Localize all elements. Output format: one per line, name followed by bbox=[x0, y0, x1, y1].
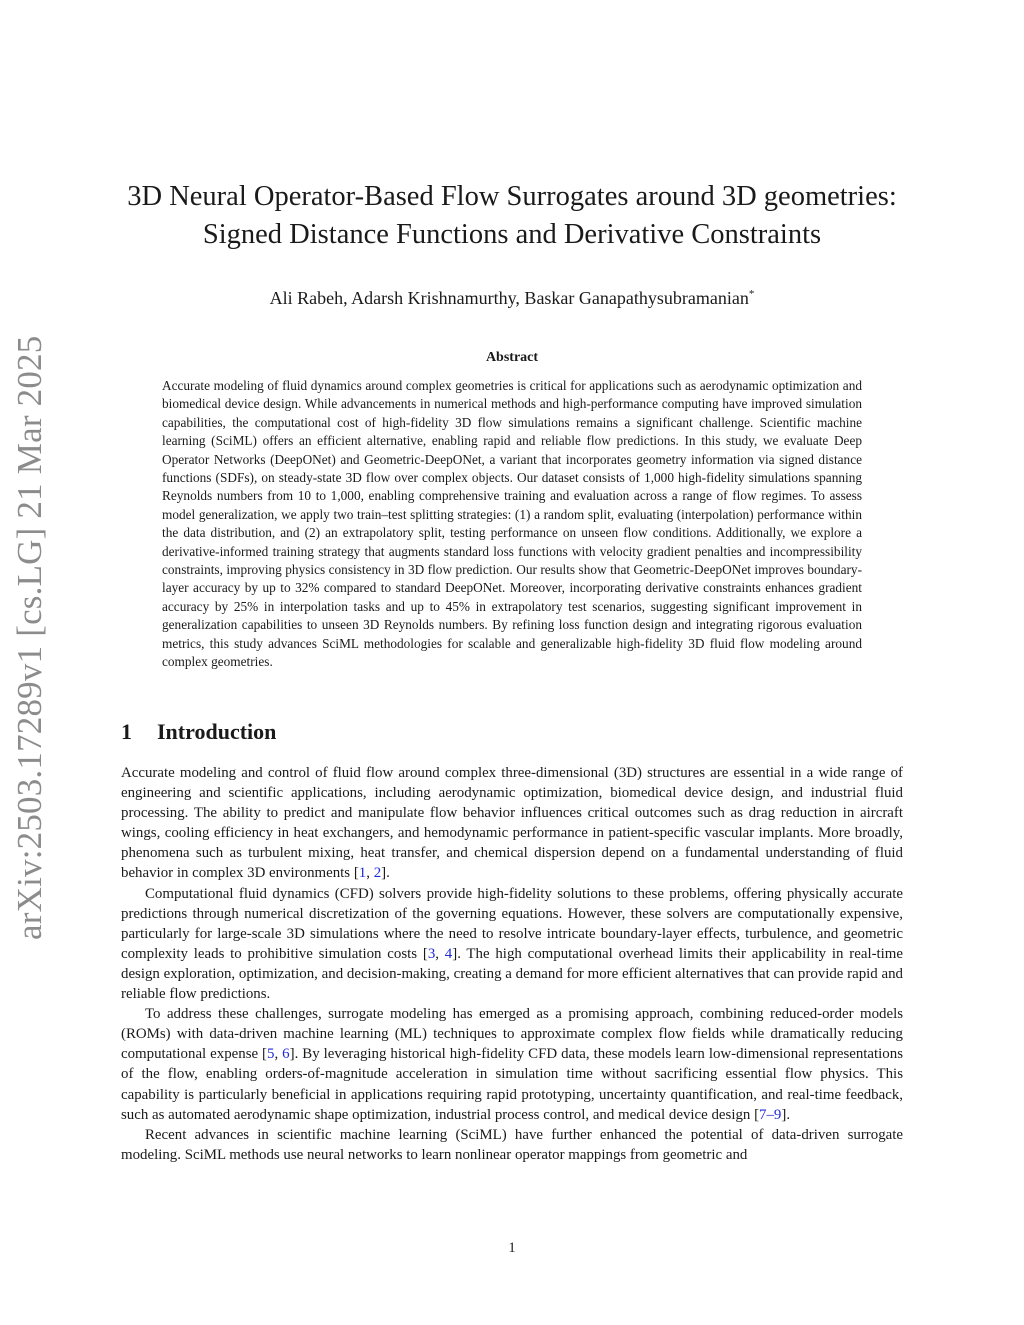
arxiv-identifier-stamp: arXiv:2503.17289v1 [cs.LG] 21 Mar 2025 bbox=[10, 335, 49, 940]
intro-paragraph-2 bbox=[121, 884, 903, 1005]
paragraph-text: To address these challenges, surrogate modeling has emerged as a promising approach, combining reduced-order models (ROMs) with data-driven machine learning (ML) techniques to approximate complex flow fields while dramatically reducing computational expense [ bbox=[121, 1006, 903, 1063]
paragraph-text: ]. bbox=[381, 865, 390, 882]
citation-link[interactable]: 5 bbox=[267, 1046, 275, 1063]
citation-separator: , bbox=[366, 865, 374, 882]
intro-paragraph-1 bbox=[121, 763, 903, 884]
abstract-text: Accurate modeling of fluid dynamics around complex geometries is critical for applications such as aerodynamic optimization and biomedical device design. While advancements in numerical methods and high-performance computing have improved simulation capabilities, the computational cost of high-fidelity 3D flow simulations remains a significant challenge. Scientific machine learning (SciML) offers an efficient alternative, enabling rapid and reliable flow predictions. In this study, we evaluate Deep Operator Networks (DeepONet) and Geometric-DeepONet, a variant that incorporates geometry information via signed distance functions (SDFs), on steady-state 3D flow over complex objects. Our dataset consists of 1,000 high-fidelity simulations spanning Reynolds numbers from 10 to 1,000, enabling comprehensive training and evaluation across a range of flow regimes. To assess model generalization, we apply two train–test splitting strategies: (1) a random split, evaluating (interpolation) performance within the data distribution, and (2) an extrapolatory split, testing performance on unseen flow conditions. Additionally, we explore a derivative-informed training strategy that augments standard loss functions with velocity gradient penalties and incompressibility constraints, improving physics consistency in 3D flow prediction. Our results show that Geometric-DeepONet improves boundary-layer accuracy by up to 32% compared to standard DeepONet. Moreover, incorporating derivative constraints enhances gradient accuracy by 25% in interpolation tasks and up to 45% in extrapolatory test scenarios, suggesting significant improvement in generalization capabilities to unseen 3D Reynolds numbers. By refining loss function design and integrating rigorous evaluation metrics, this study advances SciML methodologies for scalable and generalizable high-fidelity 3D fluid flow modeling around complex geometries. bbox=[162, 378, 862, 670]
paragraph-text: ]. bbox=[781, 1106, 791, 1123]
corresponding-author-marker: * bbox=[748, 288, 755, 300]
abstract-heading: Abstract bbox=[485, 350, 539, 365]
citation-link[interactable]: 7–9 bbox=[759, 1106, 782, 1123]
paragraph-text: ]. The high computational overhead limits their applicability in real-time design exploration, optimization, and decision-making, creating a demand for more efficient alternatives that can provide rapid and reliable flow predictions. bbox=[121, 945, 904, 1003]
paragraph-text: Accurate modeling and control of fluid flow around complex three-dimensional (3D) structures are essential in a wide range of engineering and scientific applications, including aerodynamic optimization, biomedical device design, and industrial fluid processing. The ability to predict and manipulate flow behavior influences critical outcomes such as drag reduction in aircraft wings, cooling efficiency in heat exchangers, and hemodynamic performance in patient-specific vascular implants. More broadly, phenomena such as turbulent mixing, heat transfer, and chemical dispersion depend on a fundamental understanding of fluid behavior in complex 3D environments [ bbox=[121, 765, 903, 882]
title-line-2: Signed Distance Functions and Derivative Constraints bbox=[202, 219, 822, 250]
paragraph-text: Recent advances in scientific machine learning (SciML) have further enhanced the potential of data-driven surrogate modeling. SciML methods use neural networks to learn nonlinear operator mappings from geometric and bbox=[121, 1126, 903, 1163]
intro-paragraph-3 bbox=[121, 1004, 903, 1125]
paragraph-text: ]. By leveraging historical high-fidelity CFD data, these models learn low-dimensional representations of the flow, enabling orders-of-magnitude acceleration in simulation time without sacrificing essential flow physics. This capability is particularly beneficial in applications requiring rapid prototyping, uncertainty quantification, and real-time feedback, such as automated aerodynamic shape optimization, industrial process control, and medical device design [ bbox=[121, 1046, 903, 1123]
citation-link[interactable]: 2 bbox=[373, 865, 382, 882]
intro-paragraph-4 bbox=[121, 1125, 903, 1165]
section-heading-text: Introduction bbox=[157, 719, 277, 744]
section-number: 1 bbox=[121, 719, 132, 744]
citation-link[interactable]: 3 bbox=[427, 945, 436, 962]
citation-separator: , bbox=[274, 1046, 283, 1063]
introduction-body bbox=[121, 763, 903, 1165]
author-names: Ali Rabeh, Adarsh Krishnamurthy, Baskar Ganapathysubramanian bbox=[269, 288, 749, 308]
citation-link[interactable]: 6 bbox=[282, 1046, 290, 1063]
paragraph-text: Computational fluid dynamics (CFD) solvers provide high-fidelity solutions to these problems, offering physically accurate predictions through numerical discretization of the governing equations. However, these solvers are computationally expensive, particularly for large-scale 3D simulations where the need to resolve intricate boundary-layer effects, turbulence, and geometric complexity leads to prohibitive simulation costs [ bbox=[121, 885, 903, 962]
title-line-1: 3D Neural Operator-Based Flow Surrogates around 3D geometries: bbox=[127, 181, 897, 212]
citation-link[interactable]: 4 bbox=[444, 945, 453, 962]
paper-title bbox=[0, 178, 1024, 254]
citation-link[interactable]: 1 bbox=[358, 865, 367, 882]
citation-separator: , bbox=[435, 945, 445, 962]
author-list bbox=[0, 288, 1024, 309]
page-number: 1 bbox=[508, 1240, 516, 1256]
section-heading-introduction bbox=[121, 719, 276, 745]
